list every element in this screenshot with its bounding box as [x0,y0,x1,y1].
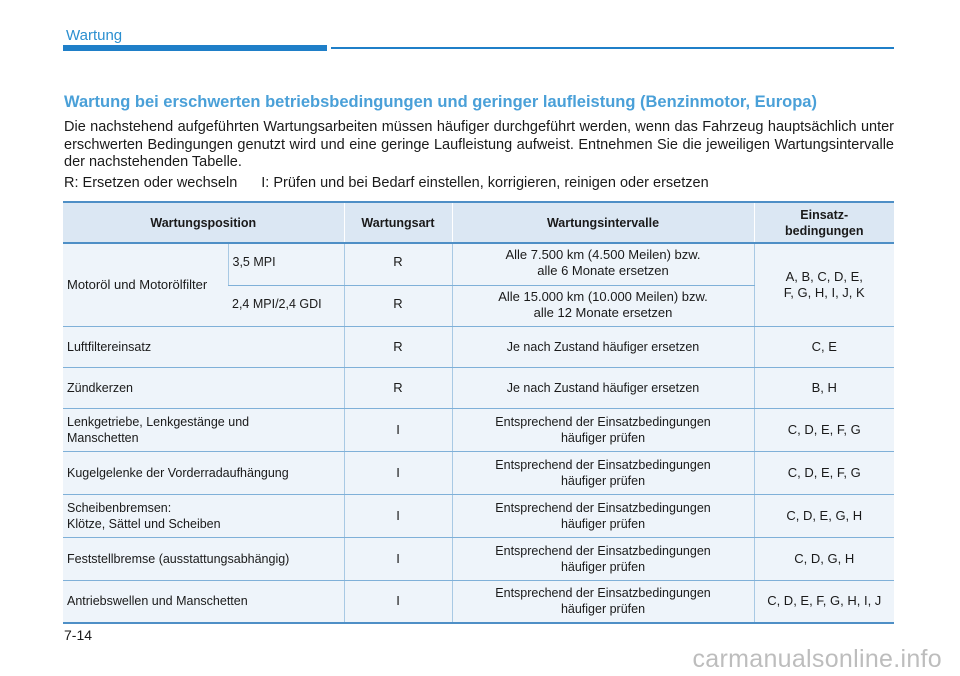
type-cell: I [344,408,452,451]
header-type: Wartungsart [344,202,452,243]
type-cell: I [344,451,452,494]
legend-replace: R: Ersetzen oder wechseln [64,175,238,191]
table-row [63,537,894,580]
page-number: 7-14 [64,627,93,643]
oil-conditions-cell: A, B, C, D, E, F, G, H, I, J, K [754,243,894,326]
item-cell: Lenkgetriebe, Lenkgestänge und Manschetten [63,408,344,451]
item-cell: Feststellbremse (ausstattungsabhängig) [63,537,344,580]
legend-line [64,175,709,191]
table-header-row [63,202,894,243]
header-interval: Wartungsintervalle [452,202,754,243]
table-row [63,580,894,623]
header-rule-thin [331,47,894,49]
intro-paragraph: Die nachstehend aufgeführten Wartungsarbeiten müssen häufiger durchgeführt werden, wenn das Fahrzeug hauptsächlich unter erschwerten Bedingungen genutzt wird und eine geringe Laufleistung aufweist. Entnehmen Sie die jeweiligen Wartungsintervalle der nachstehenden Tabelle. [64,119,894,170]
type-cell: I [344,494,452,537]
conditions-cell: C, D, E, F, G [754,408,894,451]
oil-item-cell: Motoröl und Motorölfilter [63,243,228,326]
oil-type-cell: R [344,243,452,285]
header-position: Wartungsposition [63,202,344,243]
table-row [63,367,894,408]
table-row [63,408,894,451]
table-row [63,243,894,285]
interval-cell: Entsprechend der Einsatzbedingungen häufiger prüfen [452,537,754,580]
interval-cell: Entsprechend der Einsatzbedingungen häufiger prüfen [452,451,754,494]
item-cell: Scheibenbremsen: Klötze, Sättel und Scheiben [63,494,344,537]
conditions-cell: C, D, E, G, H [754,494,894,537]
oil-type-cell: R [344,285,452,326]
table-row [63,451,894,494]
conditions-cell: B, H [754,367,894,408]
interval-cell: Je nach Zustand häufiger ersetzen [452,326,754,367]
item-cell: Luftfiltereinsatz [63,326,344,367]
header-conditions [754,202,894,243]
conditions-cell: C, D, E, F, G [754,451,894,494]
section-label: Wartung [66,27,123,44]
page-title: Wartung bei erschwerten betriebsbedingungen und geringer laufleistung (Benzinmotor, Europa) [64,93,817,111]
interval-cell: Entsprechend der Einsatzbedingungen häufiger prüfen [452,580,754,623]
type-cell: R [344,326,452,367]
type-cell: I [344,580,452,623]
conditions-cell: C, D, G, H [754,537,894,580]
table-row [63,326,894,367]
watermark: carmanualsonline.info [692,645,942,673]
maintenance-table [63,201,894,624]
oil-engine-cell: 3,5 MPI [228,243,344,285]
item-cell: Kugelgelenke der Vorderradaufhängung [63,451,344,494]
interval-cell: Entsprechend der Einsatzbedingungen häufiger prüfen [452,408,754,451]
item-cell: Antriebswellen und Manschetten [63,580,344,623]
interval-cell: Je nach Zustand häufiger ersetzen [452,367,754,408]
item-cell: Zündkerzen [63,367,344,408]
header-rule-thick [63,45,327,51]
oil-engine-cell: 2,4 MPI/2,4 GDI [228,285,344,326]
legend-inspect: I: Prüfen und bei Bedarf einstellen, korrigieren, reinigen oder ersetzen [261,175,709,191]
table-row [63,494,894,537]
conditions-cell: C, E [754,326,894,367]
oil-interval-cell: Alle 15.000 km (10.000 Meilen) bzw. alle 12 Monate ersetzen [452,285,754,326]
type-cell: R [344,367,452,408]
oil-interval-cell: Alle 7.500 km (4.500 Meilen) bzw. alle 6 Monate ersetzen [452,243,754,285]
interval-cell: Entsprechend der Einsatzbedingungen häufiger prüfen [452,494,754,537]
type-cell: I [344,537,452,580]
header-conditions-text: Einsatz- bedingungen [785,207,864,238]
conditions-cell: C, D, E, F, G, H, I, J [754,580,894,623]
